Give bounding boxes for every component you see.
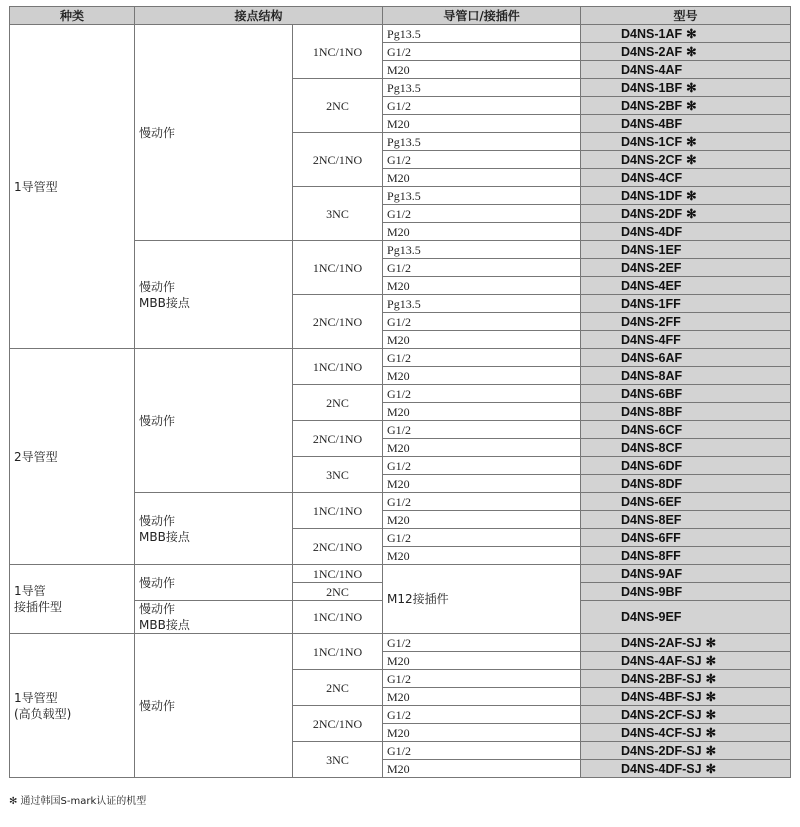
model-number: D4NS-2CF [621,152,683,167]
conduit-port-cell: M20 [383,115,581,133]
model-cell [581,724,791,742]
model-cell [581,115,791,133]
conduit-port-cell: M20 [383,367,581,385]
model-cell [581,133,791,151]
footnote: ✻ 通过韩国S-mark认证的机型 [9,796,147,807]
model-cell [581,151,791,169]
conduit-port-cell: M20 [383,223,581,241]
action-type-label: 慢动作 [139,279,176,294]
conduit-port-cell: G1/2 [383,259,581,277]
model-number: D4NS-6DF [621,458,683,473]
model-number: D4NS-4AF-SJ [621,653,702,668]
model-cell [581,61,791,79]
model-number: D4NS-2DF-SJ [621,743,702,758]
conduit-port-cell: Pg13.5 [383,295,581,313]
action-type-cell [135,493,293,565]
model-cell [581,187,791,205]
model-cell [581,547,791,565]
contact-config-cell: 3NC [293,187,383,241]
action-type-cell [135,25,293,241]
contact-config-cell: 1NC/1NO [293,565,383,583]
model-cell [581,79,791,97]
model-cell [581,259,791,277]
model-number: D4NS-8EF [621,512,682,527]
certification-star-icon: ✻ [686,44,697,59]
model-cell [581,25,791,43]
conduit-port-cell: G1/2 [383,670,581,688]
action-type-label: 慢动作 [139,698,176,713]
model-number: D4NS-9EF [621,610,682,624]
model-number: D4NS-1AF [621,26,683,41]
model-number: D4NS-6EF [621,494,682,509]
model-number: D4NS-8BF [621,404,683,419]
certification-star-icon: ✻ [686,188,697,203]
model-cell [581,349,791,367]
model-number: D4NS-6BF [621,386,683,401]
conduit-port-cell: M20 [383,688,581,706]
model-number: D4NS-2CF-SJ [621,707,702,722]
conduit-port-cell: Pg13.5 [383,187,581,205]
certification-star-icon: ✻ [686,152,697,167]
contact-config-cell: 2NC [293,79,383,133]
contact-config-cell: 2NC [293,385,383,421]
header-type: 种类 [10,7,135,25]
model-number: D4NS-2BF-SJ [621,671,702,686]
contact-config-cell: 1NC/1NO [293,349,383,385]
conduit-port-cell: G1/2 [383,421,581,439]
contact-config-cell: 1NC/1NO [293,634,383,670]
contact-config-cell: 2NC [293,670,383,706]
model-number: D4NS-8DF [621,476,683,491]
certification-star-icon: ✻ [686,26,697,41]
table-row [10,349,791,367]
action-type-cell [135,241,293,349]
model-number: D4NS-4AF [621,62,683,77]
certification-star-icon: ✻ [705,671,717,686]
conduit-port-cell: M20 [383,331,581,349]
conduit-port-cell: M20 [383,475,581,493]
model-cell [581,583,791,601]
table-row [10,565,791,583]
conduit-port-cell: M20 [383,760,581,778]
contact-config-cell: 2NC/1NO [293,421,383,457]
certification-star-icon: ✻ [686,98,697,113]
model-cell [581,43,791,61]
model-number: D4NS-4FF [621,332,681,347]
model-number: D4NS-6AF [621,350,683,365]
table-row [10,634,791,652]
model-number: D4NS-2FF [621,314,681,329]
type-label: 1导管型 [14,179,58,194]
action-type-label: MBB接点 [139,529,190,544]
model-number: D4NS-2AF-SJ [621,635,702,650]
conduit-port-cell: Pg13.5 [383,25,581,43]
model-number: D4NS-9AF [621,566,683,581]
contact-config-cell: 2NC/1NO [293,706,383,742]
conduit-port-cell: G1/2 [383,313,581,331]
conduit-port-cell: M20 [383,439,581,457]
model-cell [581,457,791,475]
type-cell [10,25,135,349]
type-label: 接插件型 [14,600,63,614]
model-cell [581,706,791,724]
action-type-label: 慢动作 [139,513,176,528]
contact-config-cell: 2NC/1NO [293,529,383,565]
model-cell [581,493,791,511]
conduit-port-cell: G1/2 [383,457,581,475]
model-table [9,6,791,778]
action-type-cell [135,565,293,601]
model-number: D4NS-6CF [621,422,683,437]
model-number: D4NS-2DF [621,206,683,221]
contact-config-cell: 2NC [293,583,383,601]
model-cell [581,403,791,421]
model-number: D4NS-8AF [621,368,683,383]
model-cell [581,565,791,583]
header-model: 型号 [581,7,791,25]
model-cell [581,652,791,670]
type-label: 1导管型 [14,690,58,705]
conduit-port-cell: Pg13.5 [383,241,581,259]
contact-config-cell: 1NC/1NO [293,25,383,79]
model-number: D4NS-2EF [621,260,682,275]
contact-config-cell: 1NC/1NO [293,241,383,295]
model-cell [581,277,791,295]
type-label: 2导管型 [14,449,58,464]
model-number: D4NS-4BF [621,116,683,131]
contact-config-cell: 3NC [293,457,383,493]
model-cell [581,601,791,634]
action-type-label: 慢动作 [139,602,176,616]
action-type-cell [135,634,293,778]
action-type-cell [135,601,293,634]
product-table-container [9,6,791,778]
certification-star-icon: ✻ [686,80,697,95]
conduit-port-cell: G1/2 [383,43,581,61]
conduit-port-cell: G1/2 [383,385,581,403]
type-label: 1导管 [14,584,46,598]
model-number: D4NS-4BF-SJ [621,689,702,704]
model-number: D4NS-4CF [621,170,683,185]
action-type-label: MBB接点 [139,618,190,632]
conduit-port-cell: M20 [383,169,581,187]
conduit-port-cell: G1/2 [383,151,581,169]
model-number: D4NS-9BF [621,584,683,599]
certification-star-icon: ✻ [686,134,697,149]
certification-star-icon: ✻ [705,653,717,668]
certification-star-icon: ✻ [686,206,697,221]
model-cell [581,313,791,331]
conduit-port-cell: G1/2 [383,349,581,367]
conduit-port-cell: M20 [383,511,581,529]
action-type-label: MBB接点 [139,295,190,310]
contact-config-cell: 2NC/1NO [293,133,383,187]
model-cell [581,670,791,688]
model-cell [581,97,791,115]
certification-star-icon: ✻ [705,707,717,722]
model-number: D4NS-1BF [621,80,683,95]
model-cell [581,295,791,313]
header-conduit-connector: 导管口/接插件 [383,7,581,25]
model-cell [581,529,791,547]
certification-star-icon: ✻ [705,761,717,776]
type-cell [10,349,135,565]
conduit-port-cell: G1/2 [383,529,581,547]
conduit-port-cell: G1/2 [383,493,581,511]
conduit-port-cell: G1/2 [383,706,581,724]
header-contact-structure: 接点结构 [135,7,383,25]
contact-config-cell: 1NC/1NO [293,493,383,529]
model-cell [581,475,791,493]
model-cell [581,439,791,457]
contact-config-cell: 2NC/1NO [293,295,383,349]
model-number: D4NS-4DF [621,224,683,239]
conduit-port-cell: Pg13.5 [383,133,581,151]
conduit-port-cell: G1/2 [383,742,581,760]
model-cell [581,760,791,778]
conduit-port-cell: G1/2 [383,634,581,652]
table-row [10,25,791,43]
action-type-label: 慢动作 [139,575,176,590]
connector-cell: M12接插件 [383,565,581,634]
model-number: D4NS-2BF [621,98,683,113]
conduit-port-cell: G1/2 [383,97,581,115]
table-header-row [10,7,791,25]
conduit-port-cell: G1/2 [383,205,581,223]
model-number: D4NS-4CF-SJ [621,725,702,740]
model-number: D4NS-1DF [621,188,683,203]
certification-star-icon: ✻ [705,689,717,704]
type-cell [10,565,135,634]
model-cell [581,241,791,259]
model-cell [581,223,791,241]
type-label: (高负载型) [14,706,72,721]
model-cell [581,511,791,529]
conduit-port-cell: M20 [383,403,581,421]
model-cell [581,688,791,706]
action-type-cell [135,349,293,493]
action-type-label: 慢动作 [139,125,176,140]
model-cell [581,331,791,349]
conduit-port-cell: M20 [383,61,581,79]
contact-config-cell: 3NC [293,742,383,778]
model-number: D4NS-1EF [621,242,682,257]
type-cell [10,634,135,778]
conduit-port-cell: Pg13.5 [383,79,581,97]
conduit-port-cell: M20 [383,277,581,295]
table-body [10,25,791,778]
certification-star-icon: ✻ [705,743,717,758]
certification-star-icon: ✻ [705,635,717,650]
model-number: D4NS-4EF [621,278,682,293]
conduit-port-cell: M20 [383,547,581,565]
model-number: D4NS-8CF [621,440,683,455]
model-number: D4NS-4DF-SJ [621,761,702,776]
model-cell [581,634,791,652]
model-cell [581,367,791,385]
model-number: D4NS-8FF [621,548,681,563]
conduit-port-cell: M20 [383,652,581,670]
model-cell [581,421,791,439]
model-number: D4NS-2AF [621,44,683,59]
model-number: D4NS-1CF [621,134,683,149]
model-cell [581,169,791,187]
certification-star-icon: ✻ [705,725,717,740]
action-type-label: 慢动作 [139,413,176,428]
model-cell [581,742,791,760]
model-number: D4NS-6FF [621,530,681,545]
conduit-port-cell: M20 [383,724,581,742]
contact-config-cell: 1NC/1NO [293,601,383,634]
model-cell [581,385,791,403]
model-cell [581,205,791,223]
model-number: D4NS-1FF [621,296,681,311]
